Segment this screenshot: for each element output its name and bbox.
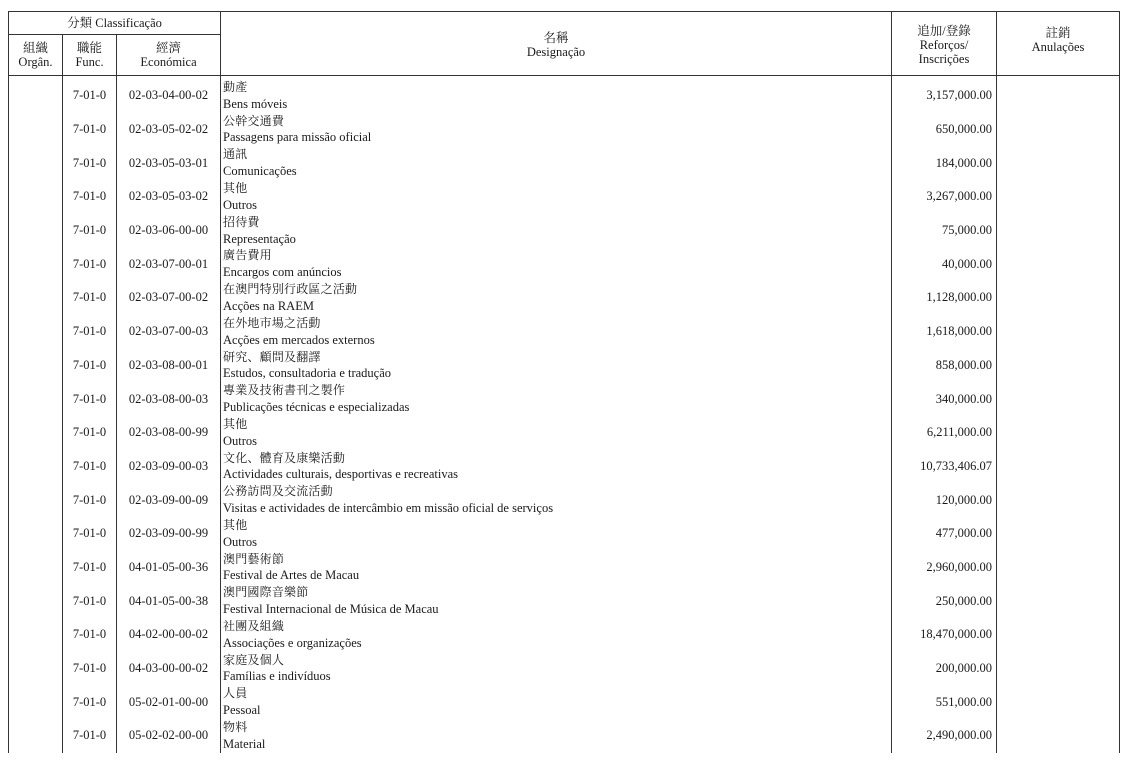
func-code-cell: 7-01-0 — [63, 113, 117, 147]
anulacoes-header — [997, 12, 1120, 76]
reforcos-header-zh: 追加/登錄 — [917, 23, 971, 38]
anulacoes-amount-cell — [997, 247, 1120, 281]
classification-header: 分類 Classificação — [9, 12, 221, 35]
anulacoes-amount-cell — [997, 349, 1120, 383]
designation-pt: Acções em mercados externos — [223, 332, 375, 347]
designation-pt: Outros — [223, 534, 258, 549]
designation-pt: Visitas e actividades de intercâmbio em missão oficial de serviços — [223, 501, 554, 516]
org-header-pt: Orgân. — [18, 55, 53, 69]
economic-code-cell: 04-01-05-00-38 — [117, 584, 221, 618]
org-header — [9, 35, 63, 76]
reforcos-amount-cell: 1,618,000.00 — [892, 315, 997, 349]
table-row — [9, 483, 1120, 517]
designation-cell — [221, 382, 892, 416]
designation-zh: 澳門國際音樂節 — [223, 585, 309, 600]
designation-cell — [221, 247, 892, 281]
designation-cell — [221, 113, 892, 147]
reforcos-amount-cell: 18,470,000.00 — [892, 618, 997, 652]
eco-header-zh: 經濟 — [156, 41, 182, 55]
table-row — [9, 719, 1120, 753]
designation-zh: 物料 — [223, 720, 248, 735]
anulacoes-amount-cell — [997, 719, 1120, 753]
table-row — [9, 618, 1120, 652]
anulacoes-amount-cell — [997, 79, 1120, 113]
org-cell — [9, 517, 63, 551]
table-row — [9, 517, 1120, 551]
anulacoes-amount-cell — [997, 618, 1120, 652]
designation-pt: Festival de Artes de Macau — [223, 568, 360, 583]
designation-cell — [221, 618, 892, 652]
designation-cell — [221, 281, 892, 315]
designation-cell — [221, 146, 892, 180]
economic-code-cell: 02-03-07-00-03 — [117, 315, 221, 349]
designation-cell — [221, 349, 892, 383]
economic-code-cell: 02-03-07-00-02 — [117, 281, 221, 315]
economic-code-cell: 02-03-06-00-00 — [117, 214, 221, 248]
table-body — [9, 76, 1120, 753]
func-code-cell: 7-01-0 — [63, 79, 117, 113]
designation-pt: Representação — [223, 231, 296, 246]
func-code-cell: 7-01-0 — [63, 214, 117, 248]
anulacoes-amount-cell — [997, 214, 1120, 248]
func-header-pt: Func. — [75, 55, 104, 69]
designation-cell — [221, 652, 892, 686]
reforcos-amount-cell: 2,490,000.00 — [892, 719, 997, 753]
org-cell — [9, 618, 63, 652]
func-code-cell: 7-01-0 — [63, 382, 117, 416]
reforcos-amount-cell: 477,000.00 — [892, 517, 997, 551]
table-row — [9, 584, 1120, 618]
designation-zh: 公務訪問及交流活動 — [223, 484, 333, 499]
table-row — [9, 247, 1120, 281]
reforcos-amount-cell: 6,211,000.00 — [892, 416, 997, 450]
designation-zh: 社團及組織 — [223, 619, 285, 633]
designation-pt: Material — [223, 736, 266, 751]
designation-zh: 在外地市場之活動 — [223, 315, 321, 330]
designation-zh: 動產 — [223, 80, 248, 94]
org-header-zh: 組織 — [22, 41, 48, 55]
economic-code-cell: 02-03-05-03-01 — [117, 146, 221, 180]
designation-zh: 其他 — [223, 416, 248, 431]
func-code-cell: 7-01-0 — [63, 281, 117, 315]
designation-header — [221, 12, 892, 76]
designation-pt: Actividades culturais, desportivas e recreativas — [223, 467, 458, 482]
economic-code-cell: 02-03-08-00-01 — [117, 349, 221, 383]
designation-cell — [221, 79, 892, 113]
reforcos-amount-cell: 120,000.00 — [892, 483, 997, 517]
designation-header-pt: Designação — [526, 44, 586, 59]
designation-zh: 其他 — [223, 517, 248, 532]
designation-cell — [221, 685, 892, 719]
anulacoes-amount-cell — [997, 315, 1120, 349]
anulacoes-amount-cell — [997, 584, 1120, 618]
designation-cell — [221, 214, 892, 248]
reforcos-amount-cell: 200,000.00 — [892, 652, 997, 686]
economic-code-cell: 04-01-05-00-36 — [117, 551, 221, 585]
designation-zh: 公幹交通費 — [223, 113, 285, 128]
anulacoes-amount-cell — [997, 652, 1120, 686]
designation-zh: 文化、體育及康樂活動 — [223, 450, 346, 465]
org-cell — [9, 247, 63, 281]
org-cell — [9, 349, 63, 383]
table-row — [9, 416, 1120, 450]
anulacoes-amount-cell — [997, 146, 1120, 180]
func-code-cell: 7-01-0 — [63, 517, 117, 551]
func-header-zh: 職能 — [76, 41, 102, 55]
economic-code-cell: 05-02-01-00-00 — [117, 685, 221, 719]
func-code-cell: 7-01-0 — [63, 618, 117, 652]
func-code-cell: 7-01-0 — [63, 685, 117, 719]
func-code-cell: 7-01-0 — [63, 719, 117, 753]
eco-header — [117, 35, 221, 76]
anulacoes-header-zh: 註銷 — [1045, 26, 1071, 40]
anulacoes-amount-cell — [997, 180, 1120, 214]
designation-pt: Associações e organizações — [223, 635, 362, 650]
budget-table — [8, 11, 1120, 753]
designation-zh: 通訊 — [223, 147, 248, 162]
org-cell — [9, 685, 63, 719]
table-row — [9, 281, 1120, 315]
designation-zh: 專業及技術書刊之製作 — [223, 383, 346, 398]
economic-code-cell: 02-03-07-00-01 — [117, 247, 221, 281]
table-row — [9, 79, 1120, 113]
economic-code-cell: 02-03-04-00-02 — [117, 79, 221, 113]
reforcos-header-pt2: Inscrições — [918, 51, 970, 66]
reforcos-amount-cell: 75,000.00 — [892, 214, 997, 248]
func-code-cell: 7-01-0 — [63, 180, 117, 214]
org-cell — [9, 180, 63, 214]
designation-zh: 廣告費用 — [223, 248, 272, 263]
table-header — [9, 12, 1120, 76]
designation-zh: 澳門藝術節 — [223, 551, 285, 566]
economic-code-cell: 04-03-00-00-02 — [117, 652, 221, 686]
designation-zh: 其他 — [223, 181, 248, 196]
anulacoes-amount-cell — [997, 685, 1120, 719]
designation-pt: Outros — [223, 197, 258, 212]
designation-pt: Comunicações — [223, 164, 297, 179]
designation-zh: 人員 — [223, 686, 248, 701]
economic-code-cell: 02-03-08-00-03 — [117, 382, 221, 416]
org-cell — [9, 214, 63, 248]
anulacoes-amount-cell — [997, 416, 1120, 450]
org-cell — [9, 450, 63, 484]
anulacoes-amount-cell — [997, 113, 1120, 147]
reforcos-header-pt1: Reforços/ — [919, 37, 969, 52]
designation-cell — [221, 416, 892, 450]
designation-pt: Famílias e indivíduos — [223, 669, 331, 684]
designation-cell — [221, 483, 892, 517]
designation-pt: Festival Internacional de Música de Macau — [223, 602, 439, 617]
table-row — [9, 349, 1120, 383]
anulacoes-amount-cell — [997, 382, 1120, 416]
reforcos-amount-cell: 2,960,000.00 — [892, 551, 997, 585]
reforcos-amount-cell: 40,000.00 — [892, 247, 997, 281]
economic-code-cell: 02-03-08-00-99 — [117, 416, 221, 450]
eco-header-pt: Económica — [140, 55, 197, 69]
func-code-cell: 7-01-0 — [63, 315, 117, 349]
func-code-cell: 7-01-0 — [63, 584, 117, 618]
reforcos-amount-cell: 1,128,000.00 — [892, 281, 997, 315]
reforcos-amount-cell: 551,000.00 — [892, 685, 997, 719]
func-code-cell: 7-01-0 — [63, 416, 117, 450]
table-row — [9, 685, 1120, 719]
table-row — [9, 180, 1120, 214]
org-cell — [9, 113, 63, 147]
anulacoes-amount-cell — [997, 483, 1120, 517]
reforcos-amount-cell: 10,733,406.07 — [892, 450, 997, 484]
func-code-cell: 7-01-0 — [63, 551, 117, 585]
org-cell — [9, 382, 63, 416]
func-code-cell: 7-01-0 — [63, 450, 117, 484]
designation-cell — [221, 517, 892, 551]
reforcos-amount-cell: 650,000.00 — [892, 113, 997, 147]
designation-zh: 研究、顧問及翻譯 — [223, 349, 321, 364]
economic-code-cell: 04-02-00-00-02 — [117, 618, 221, 652]
designation-zh: 在澳門特別行政區之活動 — [223, 282, 358, 297]
designation-cell — [221, 719, 892, 753]
func-header — [63, 35, 117, 76]
func-code-cell: 7-01-0 — [63, 483, 117, 517]
designation-pt: Encargos com anúncios — [223, 265, 342, 280]
org-cell — [9, 146, 63, 180]
reforcos-amount-cell: 250,000.00 — [892, 584, 997, 618]
org-cell — [9, 719, 63, 753]
reforcos-amount-cell: 3,157,000.00 — [892, 79, 997, 113]
table-row — [9, 146, 1120, 180]
economic-code-cell: 02-03-05-03-02 — [117, 180, 221, 214]
designation-cell — [221, 450, 892, 484]
designation-pt: Publicações técnicas e especializadas — [223, 399, 410, 414]
designation-zh: 家庭及個人 — [223, 652, 285, 667]
func-code-cell: 7-01-0 — [63, 349, 117, 383]
designation-pt: Outros — [223, 433, 258, 448]
org-cell — [9, 315, 63, 349]
designation-pt: Estudos, consultadoria e tradução — [223, 366, 392, 381]
designation-cell — [221, 584, 892, 618]
table-row — [9, 450, 1120, 484]
designation-pt: Acções na RAEM — [223, 298, 314, 313]
table-row — [9, 315, 1120, 349]
designation-pt: Pessoal — [223, 703, 261, 718]
org-cell — [9, 483, 63, 517]
designation-header-zh: 名稱 — [543, 30, 569, 45]
reforcos-amount-cell: 3,267,000.00 — [892, 180, 997, 214]
org-cell — [9, 584, 63, 618]
table-row — [9, 652, 1120, 686]
org-cell — [9, 281, 63, 315]
designation-cell — [221, 315, 892, 349]
org-cell — [9, 551, 63, 585]
func-code-cell: 7-01-0 — [63, 247, 117, 281]
economic-code-cell: 02-03-05-02-02 — [117, 113, 221, 147]
designation-pt: Passagens para missão oficial — [223, 130, 372, 145]
designation-pt: Bens móveis — [223, 96, 288, 111]
anulacoes-amount-cell — [997, 450, 1120, 484]
economic-code-cell: 02-03-09-00-09 — [117, 483, 221, 517]
anulacoes-amount-cell — [997, 281, 1120, 315]
reforcos-header — [892, 12, 997, 76]
designation-cell — [221, 180, 892, 214]
org-cell — [9, 416, 63, 450]
table-row — [9, 551, 1120, 585]
designation-cell — [221, 551, 892, 585]
budget-table-page — [8, 11, 1119, 753]
org-cell — [9, 652, 63, 686]
table-row — [9, 382, 1120, 416]
func-code-cell: 7-01-0 — [63, 652, 117, 686]
economic-code-cell: 02-03-09-00-03 — [117, 450, 221, 484]
reforcos-amount-cell: 858,000.00 — [892, 349, 997, 383]
table-row — [9, 113, 1120, 147]
reforcos-amount-cell: 184,000.00 — [892, 146, 997, 180]
economic-code-cell: 05-02-02-00-00 — [117, 719, 221, 753]
anulacoes-amount-cell — [997, 517, 1120, 551]
func-code-cell: 7-01-0 — [63, 146, 117, 180]
economic-code-cell: 02-03-09-00-99 — [117, 517, 221, 551]
reforcos-amount-cell: 340,000.00 — [892, 382, 997, 416]
designation-zh: 招待費 — [223, 214, 260, 229]
org-cell — [9, 79, 63, 113]
table-row — [9, 214, 1120, 248]
anulacoes-amount-cell — [997, 551, 1120, 585]
anulacoes-header-pt: Anulações — [1031, 40, 1085, 54]
